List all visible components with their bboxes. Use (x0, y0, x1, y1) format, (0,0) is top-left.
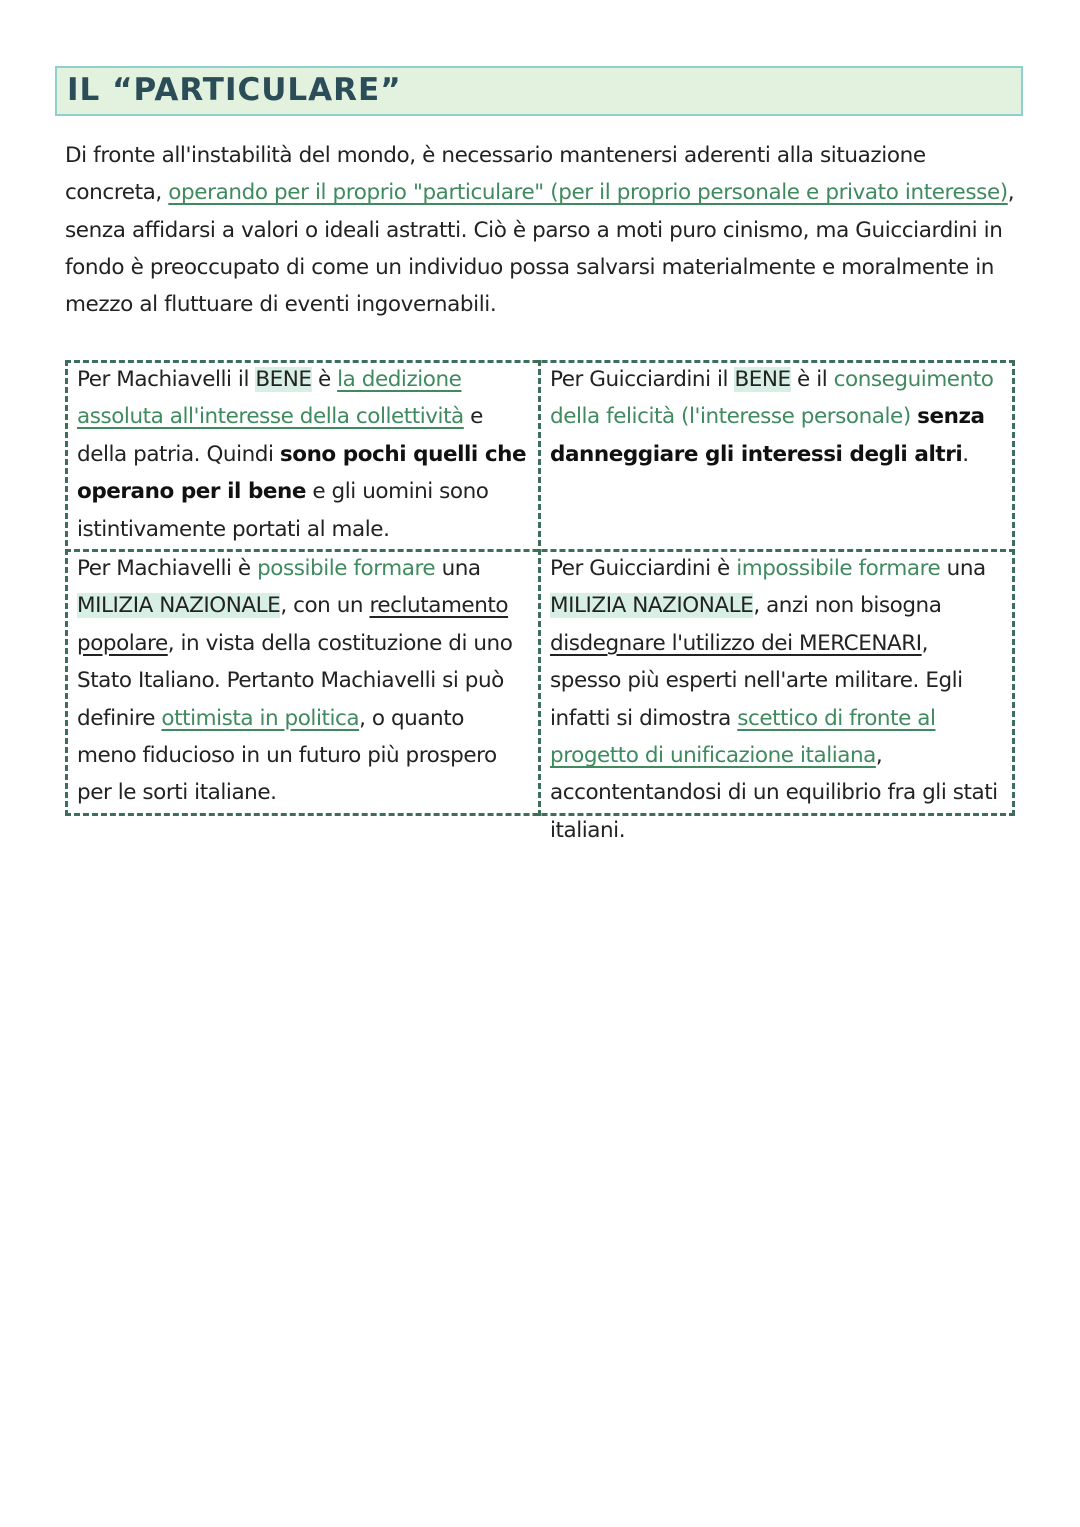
bold-text: sono pochi quelli che operano per il bene (77, 441, 527, 505)
cell-text: è il (790, 367, 834, 392)
highlight-milizia: MILIZIA NAZIONALE (77, 593, 281, 619)
bold-text: senza danneggiare gli interessi degli altri (550, 404, 985, 467)
cell-text: Per Guicciardini è (550, 556, 737, 581)
intro-text: , senza affidarsi a valori o ideali astratti. Ciò è parso a moti puro cinismo, ma Guicciardini in fondo è preoccupato di come un individuo possa salvarsi materialmente e moralmente in mezzo al fluttuare di eventi ingovernabili. (65, 180, 1015, 318)
green-text: impossibile formare (736, 556, 941, 581)
underlined-green-text: la dedizione assoluta all'interesse della collettività (77, 367, 464, 430)
highlight-bene: BENE (255, 367, 312, 392)
underlined-green-text: scettico di fronte al progetto di unificazione italiana (550, 705, 936, 769)
cell-text: Per Machiavelli il (77, 367, 256, 392)
underlined-text: reclutamento popolare (77, 593, 509, 656)
intro-text: Di fronte all'instabilità del mondo, è necessario mantenersi aderenti alla situazione concreta, (65, 143, 926, 206)
cell-text: , anzi non bisogna (753, 593, 942, 619)
cell-text: una (435, 556, 481, 581)
cell-text: . (962, 441, 969, 467)
underlined-text: disdegnare l'utilizzo dei MERCENARI (550, 630, 922, 656)
green-text: conseguimento della felicità (l'interesse personale) (550, 367, 994, 430)
highlight-bene: BENE (734, 367, 791, 392)
page-title: IL “PARTICULARE” (67, 72, 402, 108)
table-column-divider (538, 360, 541, 816)
cell-text: , accontentandosi di un equilibrio fra gli stati italiani. (550, 743, 998, 843)
highlight-milizia: MILIZIA NAZIONALE (550, 593, 754, 619)
cell-text: una (940, 556, 986, 581)
cell-machiavelli-milizia (77, 550, 529, 812)
intro-underlined-text: operando per il proprio "particulare" (per il proprio personale e privato interesse) (168, 180, 1008, 206)
cell-text: , o quanto meno fiducioso in un futuro più prospero per le sorti italiane. (77, 705, 497, 806)
cell-text: , con un (280, 593, 370, 619)
cell-text: Per Machiavelli è (77, 556, 258, 581)
cell-text: è (311, 367, 338, 392)
cell-machiavelli-bene (77, 361, 529, 548)
cell-text: , in vista della costituzione di uno Stato Italiano. Pertanto Machiavelli si può definire (77, 630, 513, 731)
cell-guicciardini-milizia (550, 550, 1002, 849)
cell-text: e gli uomini sono istintivamente portati al male. (77, 479, 489, 542)
intro-paragraph (65, 137, 1015, 323)
title-banner (55, 66, 1023, 116)
underlined-green-text: ottimista in politica (161, 705, 360, 731)
green-text: possibile formare (257, 556, 436, 581)
cell-text: e della patria. Quindi (77, 404, 483, 467)
cell-guicciardini-bene (550, 361, 1002, 473)
cell-text: , spesso più esperti nell'arte militare. Egli infatti si dimostra (550, 630, 963, 731)
cell-text: Per Guicciardini il (550, 367, 735, 392)
